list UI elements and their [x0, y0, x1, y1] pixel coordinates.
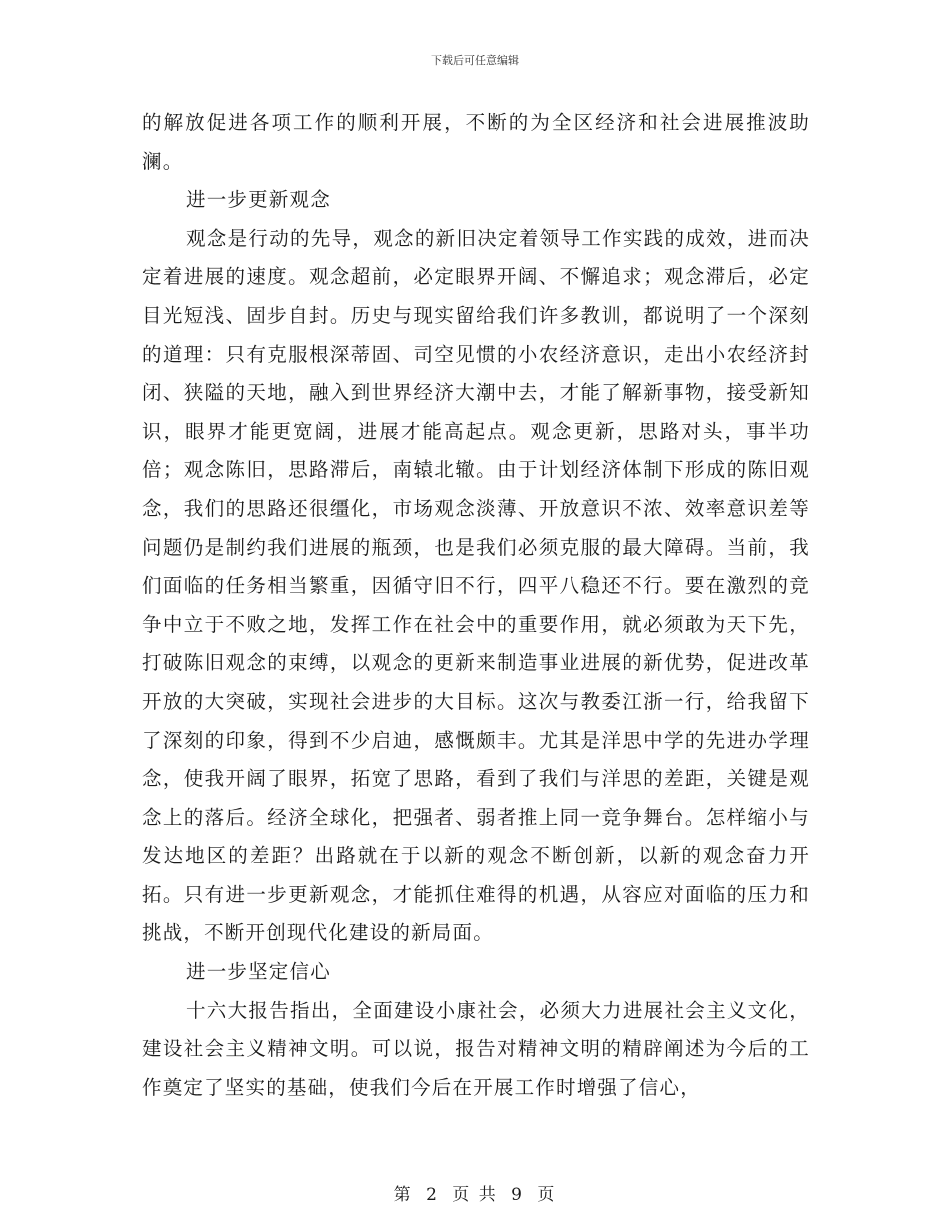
paragraph-concepts: 观念是行动的先导，观念的新旧决定着领导工作实践的成效，进而决定着进展的速度。观念超前，必定眼界开阔、不懈追求；观念滞后，必定目光短浅、固步自封。历史与现实留给我们许多教训，都说明了一个深刻的道理：只有克服根深蒂固、司空见惯的小农经济意识，走出小农经济封闭、狭隘的天地，融入到世界经济大潮中去，才能了解新事物，接受新知识，眼界才能更宽阔，进展才能高起点。观念更新，思路对头，事半功倍；观念陈旧，思路滞后，南辕北辙。由于计划经济体制下形成的陈旧观念，我们的思路还很缰化，市场观念淡薄、开放意识不浓、效率意识差等问题仍是制约我们进展的瓶颈，也是我们必须克服的最大障碍。当前，我们面临的任务相当繁重，因循守旧不行，四平八稳还不行。要在激烈的竞争中立于不败之地，发挥工作在社会中的重要作用，就必须敢为天下先，打破陈旧观念的束缚，以观念的更新来制造事业进展的新优势，促进改革开放的大突破，实现社会进步的大目标。这次与教委江浙一行，给我留下了深刻的印象，得到不少启迪，感慨颇丰。尤其是洋思中学的先进办学理念，使我开阔了眼界，拓宽了思路，看到了我们与洋思的差距，关键是观念上的落后。经济全球化，把强者、弱者推上同一竞争舞台。怎样缩小与发达地区的差距？出路就在于以新的观念不断创新，以新的观念奋力开拓。只有进一步更新观念，才能抓住难得的机遇，从容应对面临的压力和挑战，不断开创现代化建设的新局面。 — [142, 226, 810, 945]
footer-prefix: 第 — [393, 1185, 413, 1205]
document-body — [142, 104, 810, 1107]
section-heading-update-concepts: 进一步更新观念 — [186, 188, 331, 212]
footer-suffix: 页 — [537, 1185, 557, 1205]
paragraph-confidence: 十六大报告指出，全面建设小康社会，必须大力进展社会主义文化，建设社会主义精神文明。可以说，报告对精神文明的精辟阐述为今后的工作奠定了坚实的基础，使我们今后在开展工作时增强了信心， — [142, 998, 810, 1099]
footer-page-number: 2 — [426, 1185, 439, 1205]
page-header: 下载后可任意编辑 — [431, 54, 519, 67]
footer-middle: 页 共 — [452, 1185, 498, 1205]
page-footer — [0, 1180, 950, 1205]
section-heading-strengthen-confidence: 进一步坚定信心 — [186, 960, 331, 984]
paragraph-continuation: 的解放促进各项工作的顺利开展，不断的为全区经济和社会进展推波助澜。 — [142, 111, 810, 173]
footer-total-pages: 9 — [511, 1185, 524, 1205]
